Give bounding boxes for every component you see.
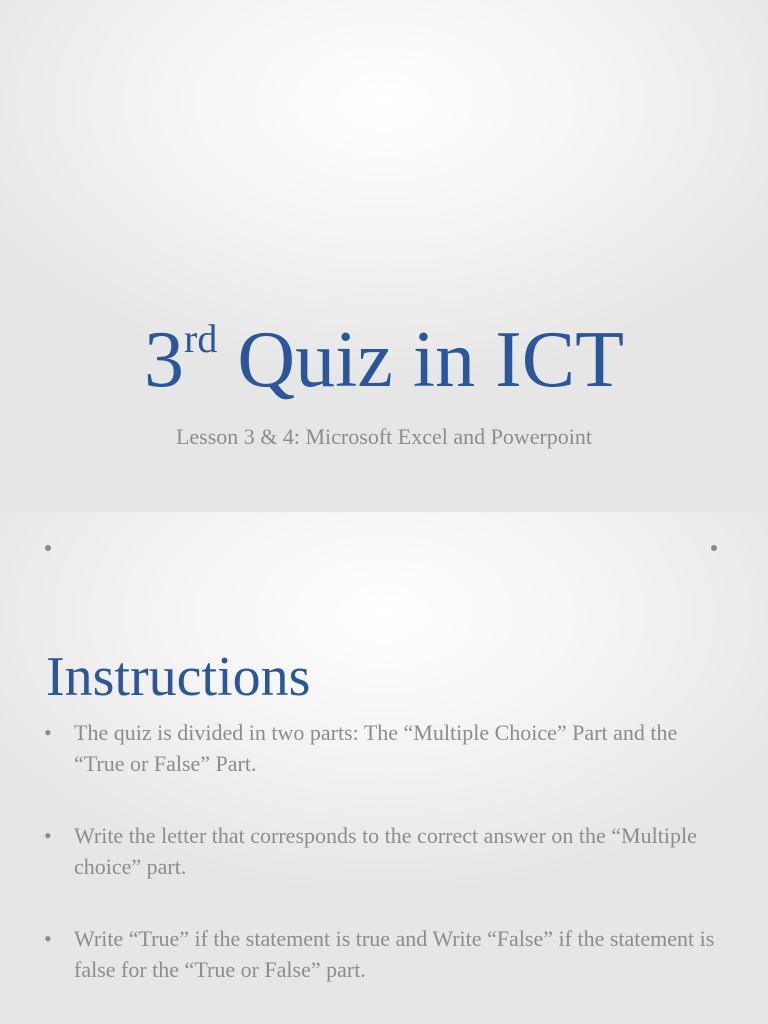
title-ordinal-suffix: rd — [184, 316, 218, 362]
bullet-icon: • — [44, 926, 52, 951]
title-number: 3 — [144, 316, 185, 404]
slide-title — [0, 310, 768, 410]
instructions-slide — [0, 512, 768, 1024]
instructions-list — [44, 717, 724, 1024]
instructions-heading: Instructions — [46, 646, 311, 708]
slide-subtitle: Lesson 3 & 4: Microsoft Excel and Powerpoint — [175, 424, 593, 449]
list-item-text: The quiz is divided in two parts: The “Multiple Choice” Part and the “True or False” Part. — [74, 720, 678, 776]
title-text: Quiz in ICT — [217, 316, 624, 404]
list-item-text: Write “True” if the statement is true and Write “False” if the statement is false for the “True or False” part. — [74, 926, 715, 982]
list-item — [44, 923, 724, 985]
list-item — [44, 820, 724, 882]
list-item-text: Write the letter that corresponds to the correct answer on the “Multiple choice” part. — [74, 823, 697, 879]
bullet-dot-decoration — [45, 545, 51, 551]
list-item — [44, 717, 724, 779]
bullet-icon: • — [44, 720, 52, 745]
bullet-dot-decoration — [711, 545, 717, 551]
bullet-icon: • — [44, 823, 52, 848]
